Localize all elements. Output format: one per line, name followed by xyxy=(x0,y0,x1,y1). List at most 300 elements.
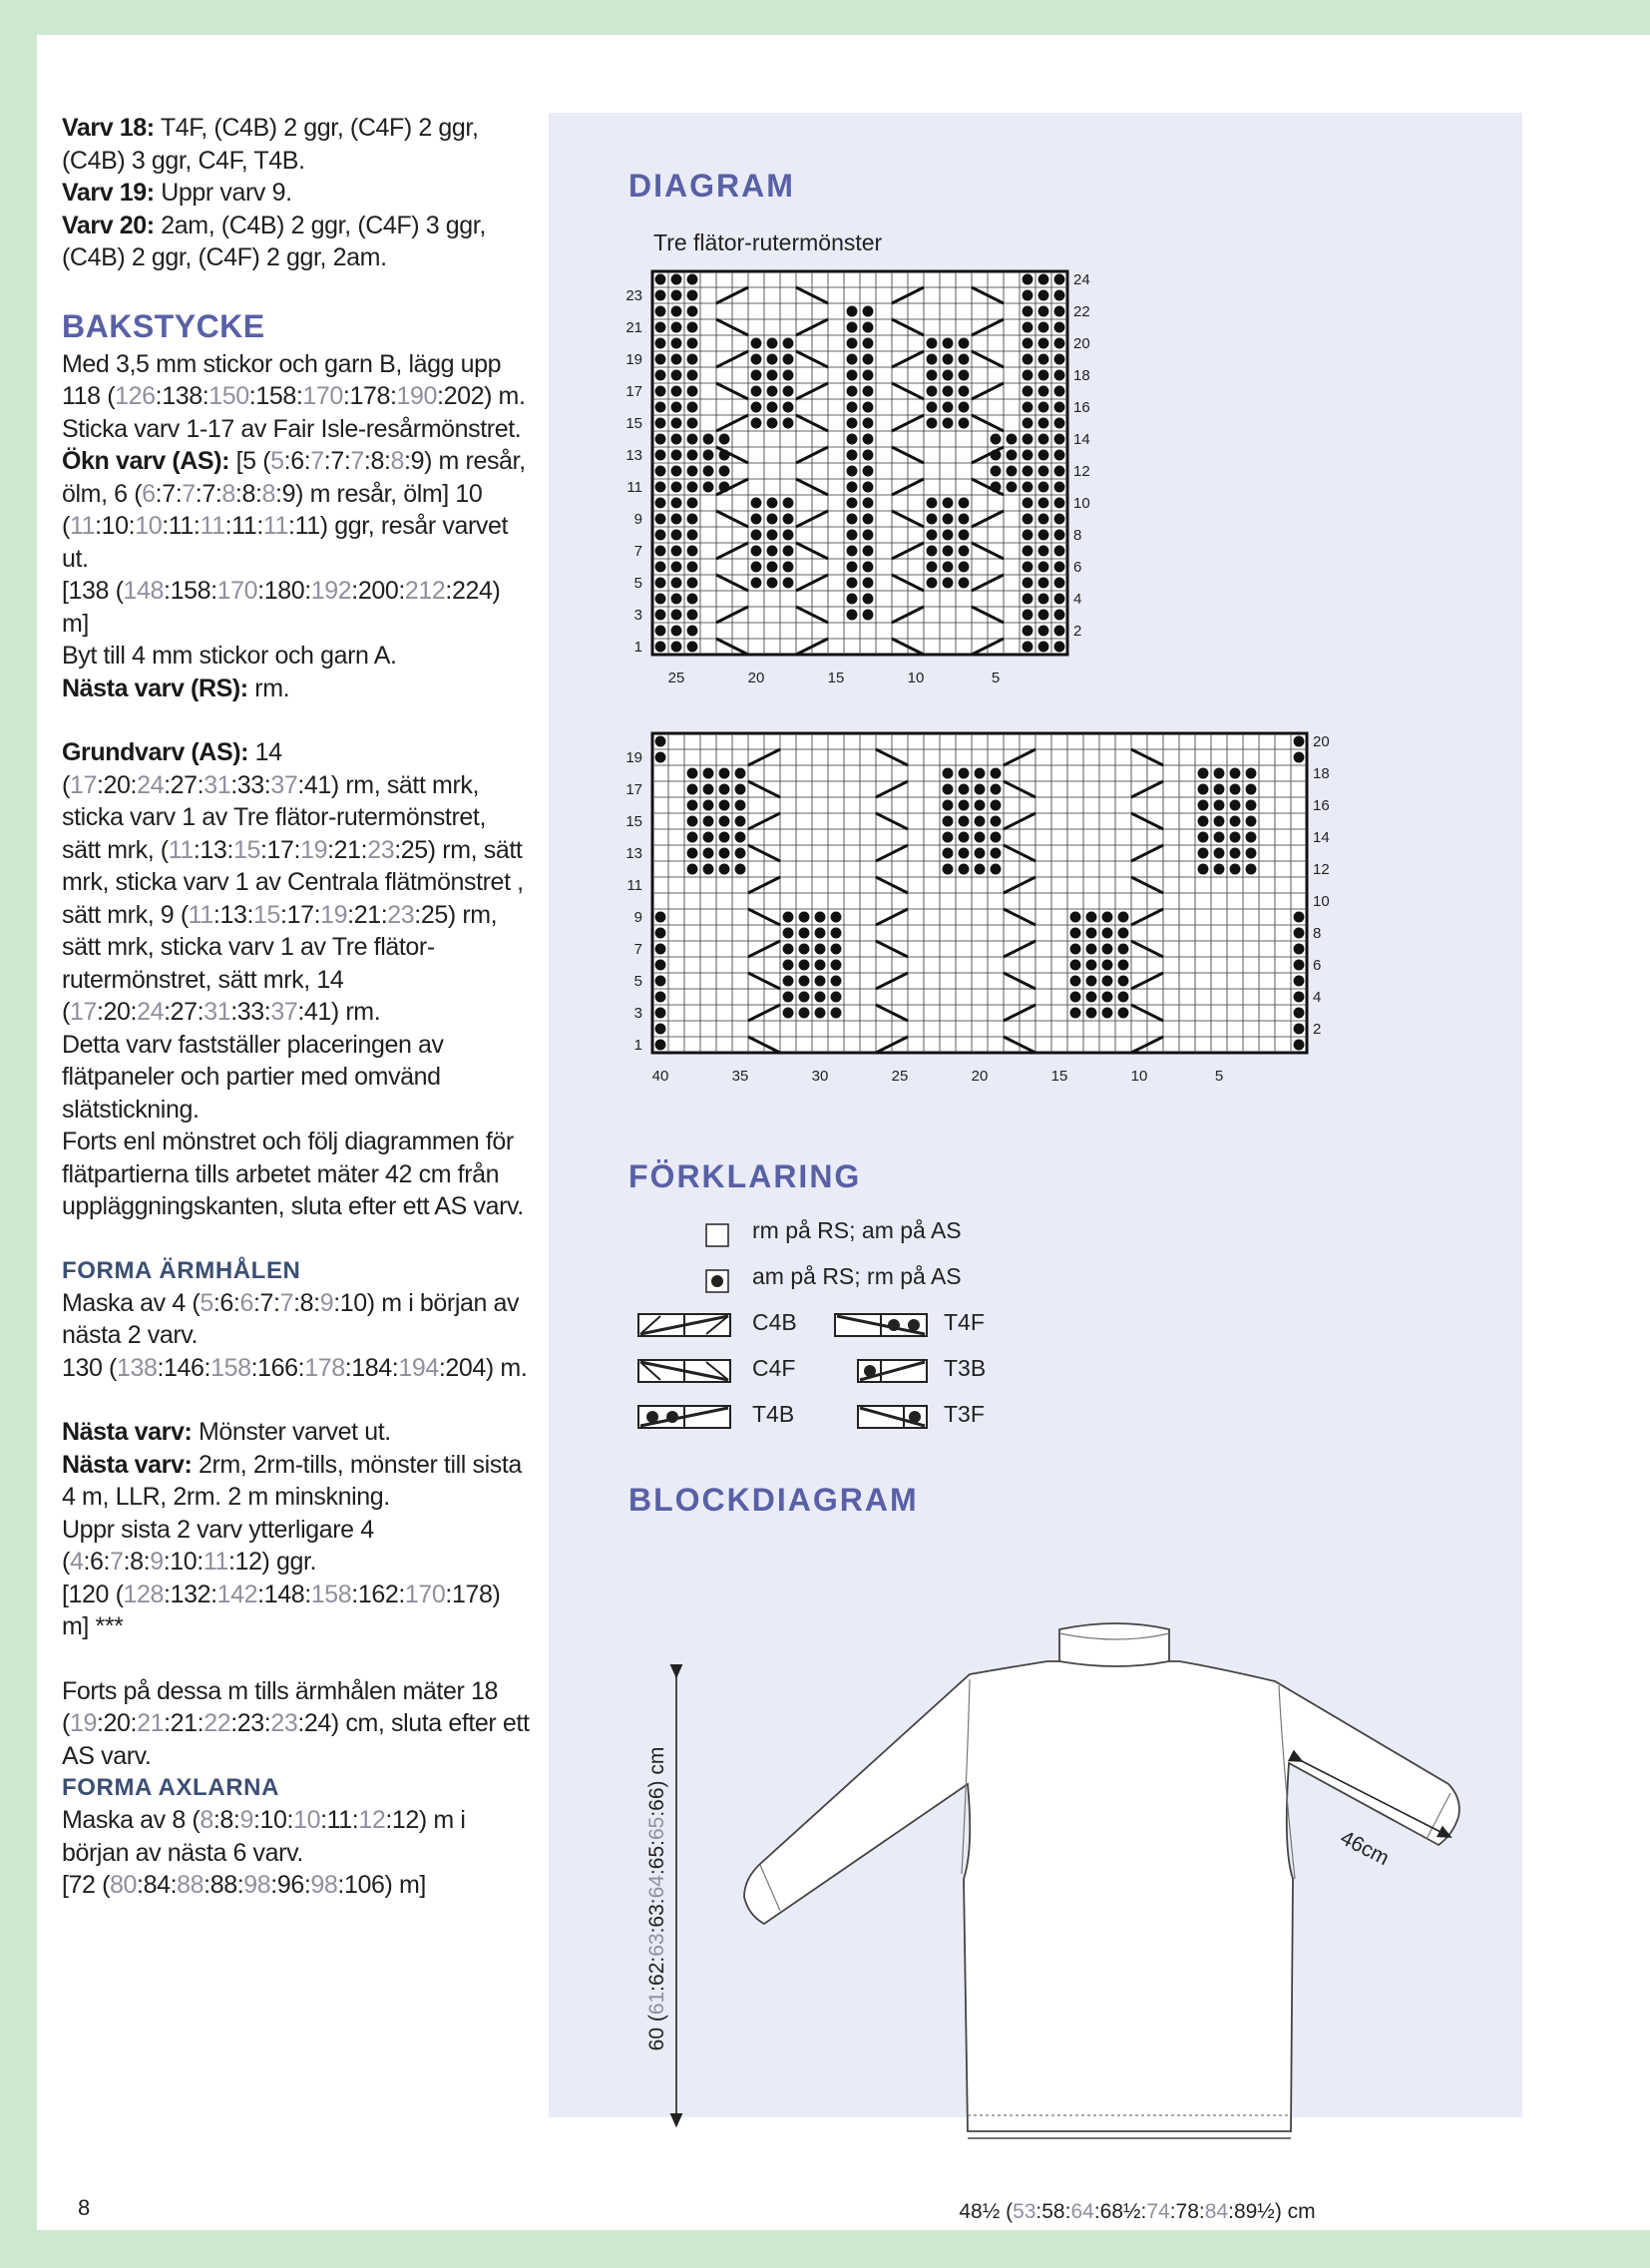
row-number: 14 xyxy=(1313,829,1330,846)
purl-dot xyxy=(671,418,682,429)
purl-dot xyxy=(927,498,938,509)
col-number: 30 xyxy=(811,1068,829,1085)
purl-dot xyxy=(1198,800,1209,811)
purl-dot xyxy=(655,928,666,939)
purl-dot xyxy=(783,562,794,573)
purl-dot xyxy=(1246,864,1257,875)
purl-dot xyxy=(687,482,698,493)
purl-dot xyxy=(975,816,986,827)
purl-dot xyxy=(847,578,858,589)
purl-dot xyxy=(959,546,970,557)
purl-dot xyxy=(735,784,746,795)
next-row-rs: Nästa varv (RS): rm. xyxy=(62,674,290,702)
purl-dot xyxy=(847,482,858,493)
purl-dot xyxy=(655,450,666,461)
purl-dot xyxy=(719,800,730,811)
row-number: 19 xyxy=(625,351,642,368)
purl-dot xyxy=(1023,482,1033,493)
purl-dot xyxy=(1038,450,1049,461)
purl-dot xyxy=(687,322,698,333)
purl-dot xyxy=(959,402,970,413)
purl-dot xyxy=(847,562,858,573)
purl-dot xyxy=(1102,960,1113,971)
purl-dot xyxy=(671,434,682,445)
row-number: 16 xyxy=(1073,399,1090,416)
row-number: 7 xyxy=(633,543,642,560)
legend-dot-label: am på RS; rm på AS xyxy=(752,1263,962,1289)
purl-dot xyxy=(1038,274,1049,285)
purl-dot xyxy=(959,848,970,859)
purl-dot xyxy=(847,466,858,477)
row-number: 18 xyxy=(1073,367,1090,384)
col-number: 40 xyxy=(651,1068,669,1085)
row-number: 8 xyxy=(1313,925,1322,942)
purl-dot xyxy=(751,514,762,525)
purl-dot xyxy=(751,498,762,509)
purl-dot xyxy=(671,594,682,605)
purl-dot xyxy=(719,784,730,795)
row-20: Varv 20: 2am, (C4B) 2 ggr, (C4F) 3 ggr, (C4B) 2 ggr, (C4F) 2 ggr, 2am. xyxy=(62,211,486,271)
purl-dot xyxy=(735,864,746,875)
purl-dot xyxy=(863,370,874,381)
purl-dot xyxy=(815,944,826,955)
purl-dot xyxy=(687,386,698,397)
purl-dot xyxy=(1054,498,1065,509)
purl-dot xyxy=(863,322,874,333)
purl-dot xyxy=(847,354,858,365)
purl-dot xyxy=(1118,976,1129,987)
row-number: 8 xyxy=(1073,527,1082,544)
purl-dot xyxy=(847,594,858,605)
repeat-text: Uppr sista 2 varv ytterligare 4 (4:6:7:8:9:10:11:12) ggr. xyxy=(62,1515,374,1576)
purl-dot xyxy=(783,976,794,987)
row-number: 6 xyxy=(1073,559,1082,576)
purl-dot xyxy=(783,912,794,923)
purl-dot xyxy=(1023,402,1033,413)
row-number: 18 xyxy=(1313,765,1330,782)
purl-dot xyxy=(927,418,938,429)
purl-dot xyxy=(1038,498,1049,509)
purl-dot xyxy=(783,498,794,509)
purl-dot xyxy=(767,402,778,413)
shoulder-count: [72 (80:84:88:88:98:96:98:106) m] xyxy=(62,1871,426,1899)
row-number: 6 xyxy=(1313,957,1322,974)
purl-dot xyxy=(751,578,762,589)
purl-dot xyxy=(655,610,666,621)
purl-dot xyxy=(687,578,698,589)
purl-dot xyxy=(1294,912,1305,923)
purl-dot xyxy=(863,562,874,573)
purl-dot xyxy=(959,832,970,843)
shoulder-heading: FORMA AXLARNA xyxy=(62,1774,279,1801)
purl-dot xyxy=(687,626,698,637)
purl-dot xyxy=(1023,562,1033,573)
purl-dot xyxy=(1294,976,1305,987)
purl-dot xyxy=(991,848,1002,859)
purl-dot xyxy=(703,848,714,859)
purl-dot xyxy=(975,784,986,795)
purl-dot xyxy=(847,338,858,349)
blockdiagram-heading: BLOCKDIAGRAM xyxy=(628,1482,919,1518)
purl-dot xyxy=(1038,514,1049,525)
purl-dot xyxy=(1102,976,1113,987)
purl-dot xyxy=(1023,306,1033,317)
purl-dot xyxy=(1038,306,1049,317)
legend-t3f-label: T3F xyxy=(944,1401,985,1427)
purl-dot xyxy=(975,832,986,843)
row-number: 3 xyxy=(633,607,642,624)
row-number: 16 xyxy=(1313,797,1330,814)
increase-block xyxy=(62,445,531,704)
purl-dot xyxy=(671,306,682,317)
sweater-schematic xyxy=(549,1550,1522,2223)
purl-dot xyxy=(1230,848,1241,859)
purl-dot xyxy=(783,386,794,397)
purl-dot xyxy=(1214,768,1225,779)
purl-dot xyxy=(655,290,666,301)
purl-dot xyxy=(1038,546,1049,557)
purl-dot xyxy=(1023,466,1033,477)
purl-dot xyxy=(815,992,826,1003)
purl-dot xyxy=(1038,418,1049,429)
purl-dot xyxy=(863,306,874,317)
purl-dot xyxy=(847,530,858,541)
armhole-text: Maska av 4 (5:6:6:7:7:8:9:10) m i början av nästa 2 varv. xyxy=(62,1288,520,1349)
purl-dot xyxy=(1246,784,1257,795)
purl-dot xyxy=(847,498,858,509)
purl-dot xyxy=(863,338,874,349)
purl-dot xyxy=(863,482,874,493)
purl-dot xyxy=(943,864,954,875)
purl-dot xyxy=(1086,928,1097,939)
purl-dot xyxy=(671,354,682,365)
purl-dot xyxy=(1054,402,1065,413)
purl-dot xyxy=(751,338,762,349)
purl-dot xyxy=(687,338,698,349)
continue-armhole: Forts på dessa m tills ärmhålen mäter 18 (19:20:21:21:22:23:23:24) cm, sluta efter ett AS varv. xyxy=(62,1676,530,1770)
purl-dot xyxy=(671,386,682,397)
row-19: Varv 19: Uppr varv 9. xyxy=(62,179,292,207)
purl-dot xyxy=(1294,1008,1305,1019)
purl-dot xyxy=(1198,816,1209,827)
row-number: 9 xyxy=(633,909,642,926)
purl-dot xyxy=(799,992,810,1003)
purl-dot xyxy=(863,610,874,621)
purl-dot xyxy=(783,370,794,381)
purl-dot xyxy=(783,338,794,349)
purl-dot xyxy=(751,418,762,429)
purl-dot xyxy=(687,370,698,381)
row-number: 14 xyxy=(1073,431,1090,448)
purl-dot xyxy=(831,1008,842,1019)
purl-dot xyxy=(1054,514,1065,525)
purl-dot xyxy=(863,354,874,365)
purl-dot xyxy=(655,498,666,509)
purl-dot xyxy=(687,434,698,445)
purl-dot xyxy=(671,450,682,461)
purl-dot xyxy=(671,498,682,509)
purl-dot xyxy=(1023,322,1033,333)
purl-dot xyxy=(767,386,778,397)
purl-dot xyxy=(1054,354,1065,365)
purl-dot xyxy=(1102,928,1113,939)
purl-dot xyxy=(1038,466,1049,477)
purl-dot xyxy=(687,562,698,573)
purl-dot xyxy=(703,450,714,461)
purl-dot xyxy=(783,354,794,365)
purl-dot xyxy=(1054,322,1065,333)
purl-dot xyxy=(655,992,666,1003)
purl-dot xyxy=(991,434,1002,445)
purl-dot xyxy=(863,546,874,557)
purl-dot xyxy=(991,816,1002,827)
purl-dot xyxy=(1230,816,1241,827)
sleeve-label: 46cm xyxy=(1336,1826,1394,1871)
purl-dot xyxy=(1038,434,1049,445)
purl-dot xyxy=(687,450,698,461)
purl-dot xyxy=(687,514,698,525)
purl-dot xyxy=(943,338,954,349)
purl-dot xyxy=(943,800,954,811)
row-number: 21 xyxy=(625,319,642,336)
purl-dot xyxy=(1023,274,1033,285)
purl-dot xyxy=(1038,290,1049,301)
purl-dot xyxy=(1070,944,1081,955)
purl-dot xyxy=(1070,992,1081,1003)
purl-dot xyxy=(1054,594,1065,605)
purl-dot xyxy=(847,370,858,381)
purl-dot xyxy=(783,418,794,429)
purl-dot xyxy=(943,386,954,397)
row-number: 20 xyxy=(1073,335,1090,352)
purl-dot xyxy=(703,482,714,493)
decrease-block xyxy=(62,1416,531,1643)
legend-t3b-label: T3B xyxy=(944,1355,987,1381)
purl-dot xyxy=(1023,610,1033,621)
purl-dot xyxy=(1246,768,1257,779)
purl-dot xyxy=(719,848,730,859)
t3b-icon xyxy=(858,1360,927,1382)
purl-dot xyxy=(1054,562,1065,573)
purl-dot xyxy=(1070,1008,1081,1019)
purl-dot xyxy=(1294,1040,1305,1051)
row-number: 5 xyxy=(633,575,642,592)
purl-dot xyxy=(655,514,666,525)
purl-dot xyxy=(1086,912,1097,923)
purl-dot xyxy=(655,960,666,971)
purl-dot xyxy=(959,354,970,365)
purl-dot xyxy=(1214,800,1225,811)
purl-dot xyxy=(655,306,666,317)
purl-dot xyxy=(767,338,778,349)
purl-dot xyxy=(655,386,666,397)
row-number: 15 xyxy=(625,813,642,830)
purl-dot xyxy=(1294,960,1305,971)
purl-dot xyxy=(1086,992,1097,1003)
purl-dot xyxy=(1070,928,1081,939)
purl-dot xyxy=(959,864,970,875)
purl-dot xyxy=(847,514,858,525)
purl-dot xyxy=(1294,928,1305,939)
purl-dot xyxy=(959,514,970,525)
purl-dot xyxy=(735,816,746,827)
purl-dot xyxy=(655,338,666,349)
purl-dot xyxy=(927,578,938,589)
purl-dot xyxy=(767,562,778,573)
purl-dot xyxy=(959,578,970,589)
purl-dot xyxy=(783,992,794,1003)
purl-dot xyxy=(975,768,986,779)
purl-dot xyxy=(1118,912,1129,923)
purl-dot xyxy=(943,816,954,827)
t3f-icon xyxy=(858,1406,927,1428)
purl-dot xyxy=(687,816,698,827)
purl-dot xyxy=(1214,848,1225,859)
purl-dot xyxy=(719,768,730,779)
row-number: 7 xyxy=(633,941,642,958)
purl-dot xyxy=(1246,816,1257,827)
purl-dot xyxy=(1023,434,1033,445)
purl-dot xyxy=(671,578,682,589)
purl-dot xyxy=(783,944,794,955)
base-row: Grundvarv (AS): 14 (17:20:24:27:31:33:37:41) rm, sätt mrk, sticka varv 1 av Tre flätor-rutermönstret, sätt mrk, (11:13:15:17:19:21:23:25) rm, sätt mrk, sticka varv 1 av Centrala flätmönstret , sätt mrk, 9 (11:13:15:17:19:21:23:25) rm, sätt mrk, sticka varv 1 av Tre flätor-rutermönstret, sätt mrk, 14 (17:20:24:27:31:33:37:41) rm. xyxy=(62,738,524,1026)
purl-dot xyxy=(991,768,1002,779)
legend-t4b-label: T4B xyxy=(752,1401,795,1427)
purl-dot xyxy=(927,402,938,413)
purl-dot xyxy=(1023,594,1033,605)
width-label: 48½ (53:58:64:68½:74:78:84:89½) cm xyxy=(959,2200,1316,2223)
purl-dot xyxy=(815,1008,826,1019)
purl-dot xyxy=(1230,784,1241,795)
purl-dot xyxy=(1038,610,1049,621)
purl-dot xyxy=(1038,562,1049,573)
purl-dot xyxy=(1086,960,1097,971)
purl-dot xyxy=(655,370,666,381)
purl-dot xyxy=(1054,546,1065,557)
purl-dot xyxy=(687,530,698,541)
row-number: 11 xyxy=(626,479,642,496)
purl-dot xyxy=(1198,768,1209,779)
purl-dot xyxy=(863,434,874,445)
purl-dot xyxy=(687,800,698,811)
purl-dot xyxy=(1230,768,1241,779)
purl-dot xyxy=(863,466,874,477)
purl-dot xyxy=(783,546,794,557)
change-needles: Byt till 4 mm stickor och garn A. xyxy=(62,642,397,670)
purl-dot xyxy=(1054,450,1065,461)
col-number: 20 xyxy=(747,670,765,686)
purl-dot xyxy=(991,466,1002,477)
purl-dot xyxy=(927,514,938,525)
purl-dot xyxy=(751,386,762,397)
purl-dot xyxy=(671,626,682,637)
purl-dot xyxy=(1118,960,1129,971)
purl-dot xyxy=(1038,642,1049,653)
purl-dot xyxy=(815,928,826,939)
purl-dot xyxy=(991,800,1002,811)
purl-dot xyxy=(831,912,842,923)
purl-dot xyxy=(671,514,682,525)
purl-dot xyxy=(1102,992,1113,1003)
purl-dot xyxy=(783,578,794,589)
purl-dot xyxy=(799,1008,810,1019)
purl-dot xyxy=(687,594,698,605)
purl-dot xyxy=(943,514,954,525)
row-number: 10 xyxy=(1313,893,1330,910)
purl-dot xyxy=(1023,642,1033,653)
purl-dot xyxy=(1023,338,1033,349)
purl-dot xyxy=(1038,402,1049,413)
purl-dot xyxy=(1054,386,1065,397)
purl-dot xyxy=(943,402,954,413)
purl-dot xyxy=(671,402,682,413)
purl-dot xyxy=(847,610,858,621)
purl-dot xyxy=(655,594,666,605)
purl-dot xyxy=(1054,530,1065,541)
purl-dot xyxy=(927,562,938,573)
purl-dot xyxy=(1070,912,1081,923)
col-number: 5 xyxy=(1214,1068,1224,1085)
purl-dot xyxy=(655,1040,666,1051)
purl-dot xyxy=(1007,450,1018,461)
purl-dot xyxy=(655,354,666,365)
purl-dot xyxy=(799,944,810,955)
purl-dot xyxy=(751,370,762,381)
col-number: 10 xyxy=(1130,1068,1148,1085)
purl-dot xyxy=(671,482,682,493)
purl-dot xyxy=(1007,466,1018,477)
purl-dot xyxy=(1230,864,1241,875)
purl-dot xyxy=(1054,578,1065,589)
col-number: 15 xyxy=(1050,1068,1068,1085)
cast-on: Med 3,5 mm stickor och garn B, lägg upp 118 (126:138:150:158:170:178:190:202) m. xyxy=(62,349,526,410)
row-number: 13 xyxy=(625,447,642,464)
purl-dot xyxy=(1294,944,1305,955)
purl-dot xyxy=(863,514,874,525)
purl-dot xyxy=(655,546,666,557)
purl-dot xyxy=(991,832,1002,843)
row-18: Varv 18: T4F, (C4B) 2 ggr, (C4F) 2 ggr, (C4B) 3 ggr, C4F, T4B. xyxy=(62,114,479,175)
purl-dot xyxy=(783,402,794,413)
purl-dot xyxy=(943,562,954,573)
purl-dot xyxy=(1102,912,1113,923)
purl-dot xyxy=(863,386,874,397)
base-row-block xyxy=(62,736,531,1223)
purl-dot xyxy=(975,848,986,859)
row-number: 24 xyxy=(1073,271,1090,288)
purl-dot xyxy=(687,864,698,875)
purl-dot xyxy=(1198,832,1209,843)
purl-dot xyxy=(671,338,682,349)
purl-dot xyxy=(655,434,666,445)
purl-dot xyxy=(687,274,698,285)
purl-dot xyxy=(1038,594,1049,605)
purl-dot xyxy=(831,976,842,987)
purl-dot xyxy=(783,530,794,541)
purl-dot xyxy=(1054,642,1065,653)
purl-dot xyxy=(1198,848,1209,859)
row-number: 23 xyxy=(625,287,642,304)
purl-dot xyxy=(671,274,682,285)
purl-dot xyxy=(703,864,714,875)
purl-dot xyxy=(719,434,730,445)
purl-dot xyxy=(975,864,986,875)
purl-dot xyxy=(751,402,762,413)
purl-dot xyxy=(831,992,842,1003)
sweater-outline xyxy=(744,1661,1459,2131)
purl-dot xyxy=(959,768,970,779)
purl-dot xyxy=(703,832,714,843)
